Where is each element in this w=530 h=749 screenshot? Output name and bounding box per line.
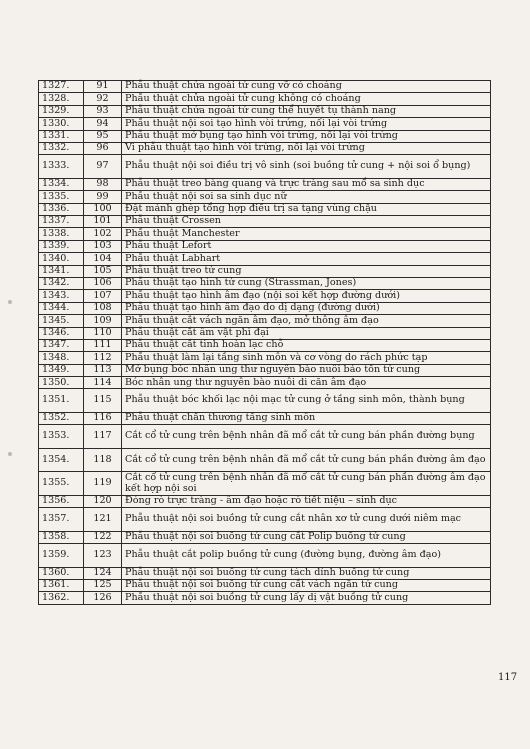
procedure-name-cell: Phẫu thuật Lefort (122, 240, 491, 252)
table-row (39, 352, 491, 364)
table-row (39, 265, 491, 277)
procedure-name-cell: Phẫu thuật chửa ngoài tử cung thể huyết tụ thành nang (122, 105, 491, 117)
procedure-name-cell: Đóng rò trực tràng - âm đạo hoặc rò tiết niệu – sinh dục (122, 495, 491, 507)
table-row (39, 315, 491, 327)
table-row (39, 567, 491, 579)
table-row (39, 339, 491, 351)
row-number-cell: 121 (84, 508, 122, 532)
row-number-cell: 103 (84, 240, 122, 252)
procedure-table (38, 80, 491, 605)
row-number-cell: 112 (84, 352, 122, 364)
table-row (39, 592, 491, 604)
procedure-name-cell: Vi phẫu thuật tạo hình vòi trứng, nối lại vòi trứng (122, 142, 491, 154)
procedure-name-cell: Phẫu thuật tạo hình tử cung (Strassman, Jones) (122, 277, 491, 289)
procedure-name-cell: Phẫu thuật Manchester (122, 228, 491, 240)
procedure-name-cell: Phẫu thuật cắt polip buồng tử cung (đường bụng, đường âm đạo) (122, 544, 491, 568)
row-stt-cell: 1333. (39, 155, 84, 179)
table-row (39, 412, 491, 424)
row-number-cell: 109 (84, 315, 122, 327)
procedure-name-cell: Cắt cổ tử cung trên bệnh nhân đã mổ cắt tử cung bán phần đường âm đạo kết hợp nội soi (122, 472, 491, 496)
row-number-cell: 110 (84, 327, 122, 339)
table-row (39, 377, 491, 389)
table-row (39, 302, 491, 314)
row-number-cell: 102 (84, 228, 122, 240)
row-number-cell: 106 (84, 277, 122, 289)
row-stt-cell: 1348. (39, 352, 84, 364)
table-row (39, 81, 491, 93)
row-number-cell: 100 (84, 203, 122, 215)
row-stt-cell: 1350. (39, 377, 84, 389)
row-number-cell: 101 (84, 216, 122, 228)
table-row (39, 472, 491, 496)
procedure-name-cell: Phẫu thuật chửa ngoài tử cung vỡ có choáng (122, 81, 491, 93)
row-number-cell: 118 (84, 448, 122, 472)
procedure-name-cell: Phẫu thuật treo tử cung (122, 265, 491, 277)
row-stt-cell: 1329. (39, 105, 84, 117)
table-row (39, 240, 491, 252)
procedure-name-cell: Phẫu thuật cắt vách ngăn âm đạo, mở thông âm đạo (122, 315, 491, 327)
table-row (39, 118, 491, 130)
row-stt-cell: 1358. (39, 531, 84, 543)
row-number-cell: 98 (84, 178, 122, 190)
row-stt-cell: 1360. (39, 567, 84, 579)
row-stt-cell: 1338. (39, 228, 84, 240)
row-stt-cell: 1327. (39, 81, 84, 93)
row-stt-cell: 1328. (39, 93, 84, 105)
row-number-cell: 96 (84, 142, 122, 154)
table-row (39, 495, 491, 507)
procedure-name-cell: Phẫu thuật cắt tinh hoàn lạc chỗ (122, 339, 491, 351)
procedure-name-cell: Cắt cổ tử cung trên bệnh nhân đã mổ cắt tử cung bán phần đường âm đạo (122, 448, 491, 472)
table-row (39, 327, 491, 339)
row-number-cell: 123 (84, 544, 122, 568)
procedure-name-cell: Phẫu thuật treo bàng quang và trực tràng sau mổ sa sinh dục (122, 178, 491, 190)
row-number-cell: 93 (84, 105, 122, 117)
row-stt-cell: 1352. (39, 412, 84, 424)
procedure-name-cell: Phẫu thuật nội soi buồng tử cung lấy dị vật buồng tử cung (122, 592, 491, 604)
row-number-cell: 114 (84, 377, 122, 389)
table-row (39, 448, 491, 472)
procedure-name-cell: Phẫu thuật cắt âm vật phì đại (122, 327, 491, 339)
punch-hole (8, 300, 12, 304)
row-number-cell: 99 (84, 191, 122, 203)
row-number-cell: 92 (84, 93, 122, 105)
row-number-cell: 111 (84, 339, 122, 351)
row-stt-cell: 1359. (39, 544, 84, 568)
row-stt-cell: 1336. (39, 203, 84, 215)
row-number-cell: 115 (84, 389, 122, 413)
procedure-name-cell: Phẫu thuật tạo hình âm đạo do dị dạng (đường dưới) (122, 302, 491, 314)
page-number: 117 (498, 672, 518, 683)
procedure-name-cell: Phẫu thuật nội soi buồng tử cung tách dính buồng tử cung (122, 567, 491, 579)
row-stt-cell: 1340. (39, 253, 84, 265)
row-number-cell: 125 (84, 580, 122, 592)
table-row (39, 93, 491, 105)
row-stt-cell: 1347. (39, 339, 84, 351)
row-number-cell: 126 (84, 592, 122, 604)
procedure-name-cell: Phẫu thuật nội soi sa sinh dục nữ (122, 191, 491, 203)
row-stt-cell: 1341. (39, 265, 84, 277)
table-row (39, 155, 491, 179)
row-stt-cell: 1351. (39, 389, 84, 413)
row-stt-cell: 1344. (39, 302, 84, 314)
table-row (39, 191, 491, 203)
procedure-name-cell: Mở bụng bóc nhân ung thư nguyên bào nuôi bảo tồn tử cung (122, 364, 491, 376)
procedure-table-body (39, 81, 491, 605)
table-row (39, 508, 491, 532)
punch-hole (8, 452, 12, 456)
row-number-cell: 108 (84, 302, 122, 314)
row-stt-cell: 1362. (39, 592, 84, 604)
row-stt-cell: 1353. (39, 425, 84, 449)
table-row (39, 203, 491, 215)
row-number-cell: 95 (84, 130, 122, 142)
row-stt-cell: 1334. (39, 178, 84, 190)
row-stt-cell: 1332. (39, 142, 84, 154)
procedure-name-cell: Phẫu thuật Crossen (122, 216, 491, 228)
procedure-name-cell: Phẫu thuật nội soi buồng tử cung cắt vách ngăn tử cung (122, 580, 491, 592)
procedure-name-cell: Phẫu thuật bóc khối lạc nội mạc tử cung ở tầng sinh môn, thành bụng (122, 389, 491, 413)
row-stt-cell: 1346. (39, 327, 84, 339)
row-number-cell: 116 (84, 412, 122, 424)
row-number-cell: 91 (84, 81, 122, 93)
procedure-name-cell: Phẫu thuật nội soi buồng tử cung cắt nhân xơ tử cung dưới niêm mạc (122, 508, 491, 532)
procedure-name-cell: Phẫu thuật nội soi tạo hình vòi trứng, nối lại vòi trứng (122, 118, 491, 130)
row-stt-cell: 1355. (39, 472, 84, 496)
row-number-cell: 122 (84, 531, 122, 543)
row-stt-cell: 1356. (39, 495, 84, 507)
procedure-name-cell: Phẫu thuật chửa ngoài tử cung không có choáng (122, 93, 491, 105)
row-number-cell: 113 (84, 364, 122, 376)
row-number-cell: 120 (84, 495, 122, 507)
table-row (39, 228, 491, 240)
row-stt-cell: 1354. (39, 448, 84, 472)
row-number-cell: 105 (84, 265, 122, 277)
procedure-name-cell: Đặt mảnh ghép tổng hợp điều trị sa tạng vùng chậu (122, 203, 491, 215)
table-row (39, 253, 491, 265)
row-stt-cell: 1343. (39, 290, 84, 302)
row-number-cell: 94 (84, 118, 122, 130)
table-row (39, 105, 491, 117)
procedure-name-cell: Cắt cổ tử cung trên bệnh nhân đã mổ cắt tử cung bán phần đường bụng (122, 425, 491, 449)
row-number-cell: 97 (84, 155, 122, 179)
table-row (39, 389, 491, 413)
row-number-cell: 107 (84, 290, 122, 302)
row-stt-cell: 1339. (39, 240, 84, 252)
row-number-cell: 104 (84, 253, 122, 265)
row-stt-cell: 1361. (39, 580, 84, 592)
row-stt-cell: 1330. (39, 118, 84, 130)
row-number-cell: 124 (84, 567, 122, 579)
table-row (39, 216, 491, 228)
table-row (39, 178, 491, 190)
row-stt-cell: 1331. (39, 130, 84, 142)
row-stt-cell: 1342. (39, 277, 84, 289)
table-row (39, 531, 491, 543)
procedure-name-cell: Phẫu thuật chấn thương tầng sinh môn (122, 412, 491, 424)
table-row (39, 425, 491, 449)
row-stt-cell: 1335. (39, 191, 84, 203)
table-row (39, 130, 491, 142)
table-row (39, 580, 491, 592)
row-number-cell: 119 (84, 472, 122, 496)
procedure-name-cell: Phẫu thuật nội soi điều trị vô sinh (soi buồng tử cung + nội soi ổ bụng) (122, 155, 491, 179)
procedure-name-cell: Phẫu thuật Labhart (122, 253, 491, 265)
procedure-name-cell: Phẫu thuật nội soi buồng tử cung cắt Polip buồng tử cung (122, 531, 491, 543)
table-row (39, 290, 491, 302)
row-stt-cell: 1337. (39, 216, 84, 228)
row-stt-cell: 1357. (39, 508, 84, 532)
table-row (39, 544, 491, 568)
procedure-name-cell: Phẫu thuật tạo hình âm đạo (nội soi kết hợp đường dưới) (122, 290, 491, 302)
procedure-name-cell: Phẫu thuật làm lại tầng sinh môn và cơ vòng do rách phức tạp (122, 352, 491, 364)
table-row (39, 277, 491, 289)
row-number-cell: 117 (84, 425, 122, 449)
table-row (39, 364, 491, 376)
procedure-name-cell: Phẫu thuật mở bụng tạo hình vòi trứng, nối lại vòi trứng (122, 130, 491, 142)
row-stt-cell: 1349. (39, 364, 84, 376)
row-stt-cell: 1345. (39, 315, 84, 327)
procedure-name-cell: Bóc nhân ung thư nguyên bào nuôi di căn âm đạo (122, 377, 491, 389)
table-row (39, 142, 491, 154)
